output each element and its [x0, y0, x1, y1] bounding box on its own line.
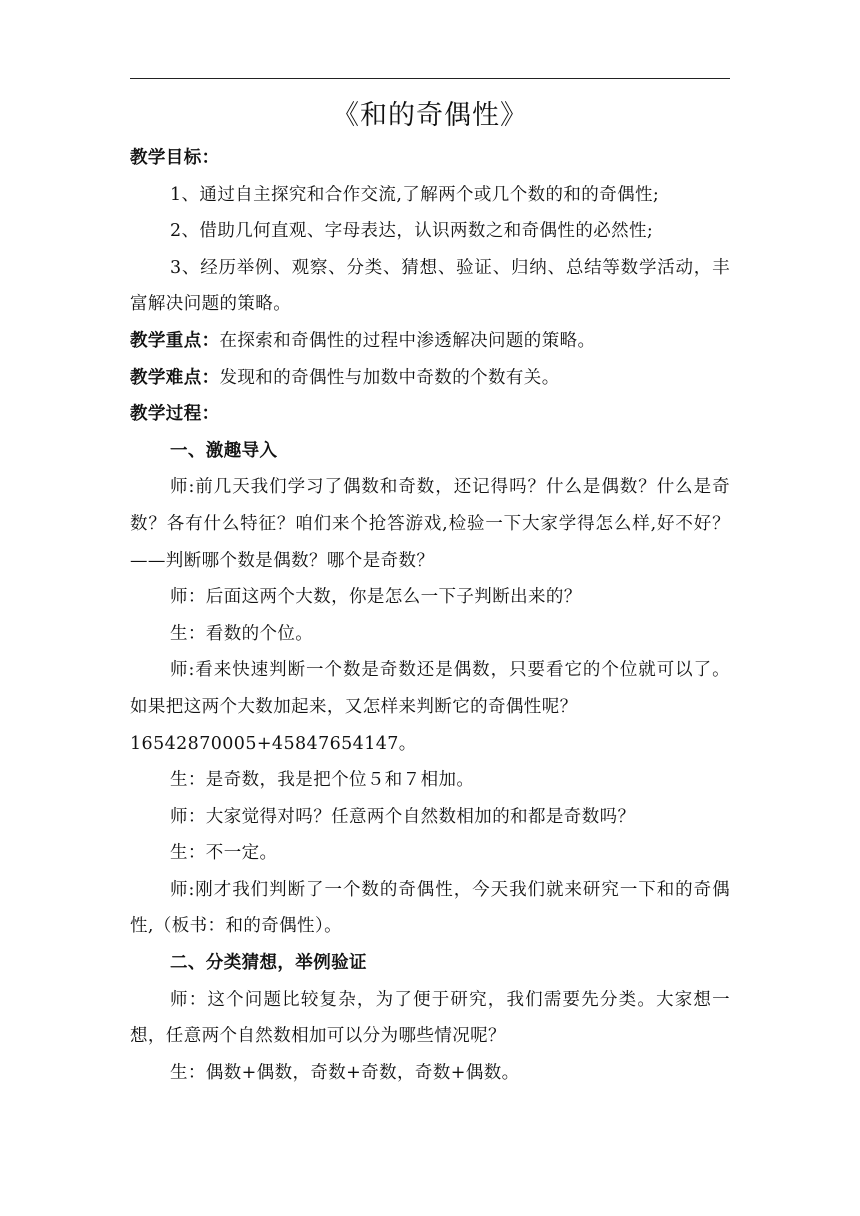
paragraph: 师：后面这两个大数，你是怎么一下子判断出来的？	[170, 587, 582, 608]
key-point-text: 在探索和奇偶性的过程中渗透解决问题的策略。	[219, 330, 596, 351]
objective-item-1: 1、通过自主探究和合作交流,了解两个或几个数的和的奇偶性;	[170, 184, 660, 205]
paragraph: 师:刚才我们判断了一个数的奇偶性，今天我们就来研究一下和的奇偶性,（板书：和的奇偶性）。	[130, 879, 730, 937]
objective-item-3: 3、经历举例、观察、分类、猜想、验证、归纳、总结等数学活动，丰富解决问题的策略。	[130, 257, 730, 315]
paragraph: 生：看数的个位。	[170, 623, 314, 644]
document-body	[130, 96, 730, 1091]
paragraph: 师：这个问题比较复杂，为了便于研究，我们需要先分类。大家想一想，任意两个自然数相加可以分为哪些情况呢？	[130, 989, 730, 1047]
objectives-label: 教学目标：	[130, 148, 220, 168]
paragraph: 生：是奇数，我是把个位５和７相加。	[170, 770, 475, 791]
number-expression: 16542870005+45847654147。	[130, 733, 417, 754]
process-label: 教学过程：	[130, 404, 220, 425]
paragraph: 师:前几天我们学习了偶数和奇数，还记得吗？什么是偶数？什么是奇数？各有什么特征？咱们来个抢答游戏,检验一下大家学得怎么样,好不好？——判断哪个数是偶数？哪个是奇数？	[130, 477, 730, 571]
objective-item-2: 2、借助几何直观、字母表达，认识两数之和奇偶性的必然性;	[170, 221, 654, 242]
difficulty-label: 教学难点：	[130, 367, 220, 388]
paragraph: 生：不一定。	[170, 843, 278, 864]
document-title: 《和的奇偶性》	[332, 100, 528, 131]
difficulty-text: 发现和的奇偶性与加数中奇数的个数有关。	[219, 367, 560, 388]
paragraph: 生：偶数+偶数，奇数+奇数，奇数+偶数。	[170, 1062, 520, 1083]
key-point-label: 教学重点：	[130, 330, 220, 351]
paragraph: 师:看来快速判断一个数是奇数还是偶数，只要看它的个位就可以了。如果把这两个大数加起来，又怎样来判断它的奇偶性呢？	[130, 660, 730, 717]
paragraph: 师：大家觉得对吗？任意两个自然数相加的和都是奇数吗？	[170, 806, 636, 827]
section-heading-2: 二、分类猜想，举例验证	[170, 953, 367, 974]
header-rule	[130, 78, 730, 79]
section-heading-1: 一、激趣导入	[170, 440, 278, 461]
key-point	[130, 323, 730, 360]
difficulty	[130, 360, 730, 397]
